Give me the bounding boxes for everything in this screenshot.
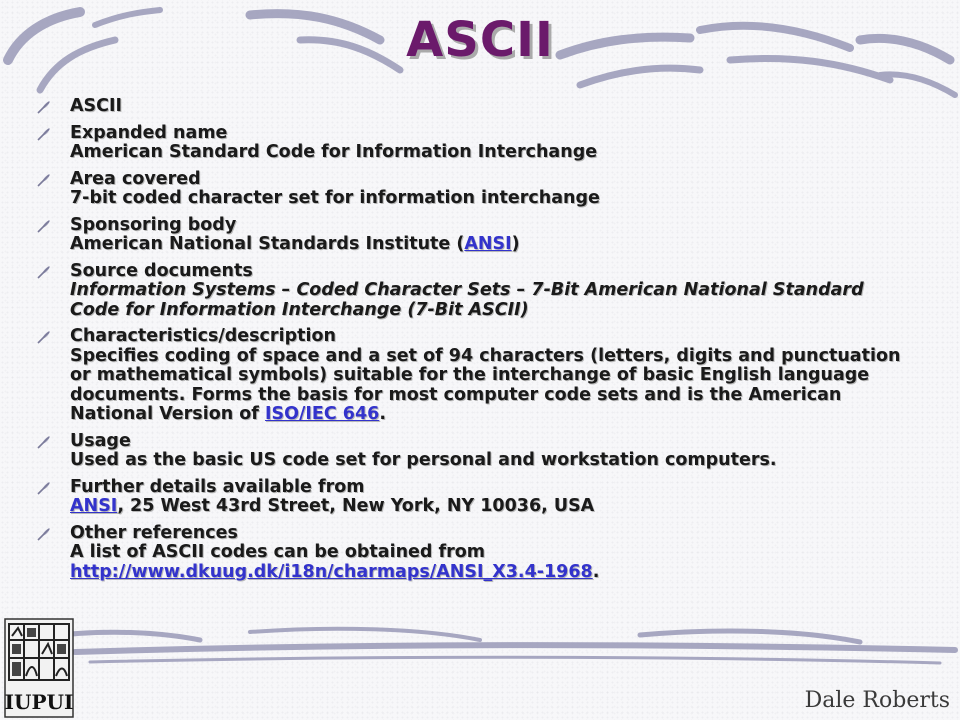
- hyperlink[interactable]: http://www.dkuug.dk/i18n/charmaps/ANSI_X3.4-1968: [70, 561, 593, 582]
- bullet-detail: [70, 405, 936, 425]
- bullet-item: [36, 97, 936, 117]
- feather-bullet-icon: [36, 219, 52, 233]
- line-text: Specifies coding of space and a set of 94 characters (letters, digits and punctuation: [70, 345, 901, 366]
- line-text: 7-bit coded character set for information interchange: [70, 188, 600, 208]
- line-text: Usage: [70, 430, 131, 451]
- line-text: Area covered: [70, 168, 201, 189]
- bullet-item: [36, 524, 936, 583]
- bullet-detail: [70, 143, 936, 163]
- feather-bullet-icon: [36, 435, 52, 449]
- line-text: Further details available from: [70, 476, 365, 497]
- bullet-detail: [70, 281, 936, 301]
- bullet-heading: [70, 524, 936, 544]
- bullet-item: [36, 432, 936, 471]
- bullet-item: [36, 216, 936, 255]
- line-text: documents. Forms the basis for most computer code sets and is the American: [70, 384, 842, 405]
- bullet-detail: [70, 543, 936, 563]
- line-text: Characteristics/description: [70, 326, 336, 346]
- line-text-after: .: [592, 561, 600, 582]
- bullet-list: [36, 97, 936, 589]
- author-name: Dale Roberts: [804, 688, 950, 713]
- line-text: Other references: [70, 522, 238, 543]
- feather-bullet-icon: [36, 100, 52, 114]
- feather-bullet-icon: [36, 330, 52, 344]
- line-text: Code for Information Interchange (7-Bit ASCII): [70, 299, 529, 320]
- bullet-heading: [70, 432, 936, 452]
- logo-text: IUPUI: [4, 690, 74, 714]
- line-text: Source documents: [70, 260, 253, 281]
- bullet-detail: [70, 189, 936, 209]
- feather-bullet-icon: [36, 265, 52, 279]
- feather-bullet-icon: [36, 173, 52, 187]
- bullet-heading: [70, 124, 936, 144]
- line-text-after: .: [379, 404, 386, 424]
- bullet-detail: [70, 497, 936, 517]
- bullet-heading: [70, 478, 936, 498]
- bullet-heading: [70, 216, 936, 236]
- line-text-after: ): [511, 234, 520, 254]
- line-text: American National Standards Institute (: [70, 234, 465, 254]
- bullet-detail: [70, 563, 936, 583]
- bullet-heading: [70, 262, 936, 282]
- slide-title: ASCII: [406, 12, 554, 68]
- hyperlink[interactable]: ISO/IEC 646: [265, 404, 380, 424]
- line-text: Sponsoring body: [70, 214, 237, 235]
- iupui-logo-icon: [4, 618, 74, 718]
- bullet-detail: [70, 235, 936, 255]
- bullet-detail: [70, 347, 936, 367]
- line-text: A list of ASCII codes can be obtained from: [70, 542, 486, 562]
- bullet-item: [36, 327, 936, 425]
- bullet-item: [36, 124, 936, 163]
- hyperlink[interactable]: ANSI: [70, 496, 118, 516]
- bullet-item: [36, 170, 936, 209]
- bullet-heading: [70, 170, 936, 190]
- bullet-heading: [70, 97, 936, 117]
- bullet-detail: [70, 386, 936, 406]
- bullet-detail: [70, 301, 936, 321]
- line-text: American Standard Code for Information Interchange: [70, 142, 598, 162]
- line-text: Used as the basic US code set for personal and workstation computers.: [70, 450, 777, 470]
- bullet-heading: [70, 327, 936, 347]
- line-text: or mathematical symbols) suitable for the interchange of basic English language: [70, 365, 870, 385]
- hyperlink[interactable]: ANSI: [464, 234, 512, 254]
- bullet-detail: [70, 451, 936, 471]
- bullet-detail: [70, 366, 936, 386]
- line-text: ASCII: [70, 96, 123, 116]
- feather-bullet-icon: [36, 527, 52, 541]
- feather-bullet-icon: [36, 481, 52, 495]
- line-text-after: , 25 West 43rd Street, New York, NY 10036, USA: [117, 496, 595, 516]
- bullet-item: [36, 262, 936, 321]
- line-text: Information Systems – Coded Character Sets – 7-Bit American National Standard: [70, 280, 864, 300]
- line-text: National Version of: [70, 404, 266, 424]
- bullet-item: [36, 478, 936, 517]
- line-text: Expanded name: [70, 122, 228, 143]
- feather-bullet-icon: [36, 127, 52, 141]
